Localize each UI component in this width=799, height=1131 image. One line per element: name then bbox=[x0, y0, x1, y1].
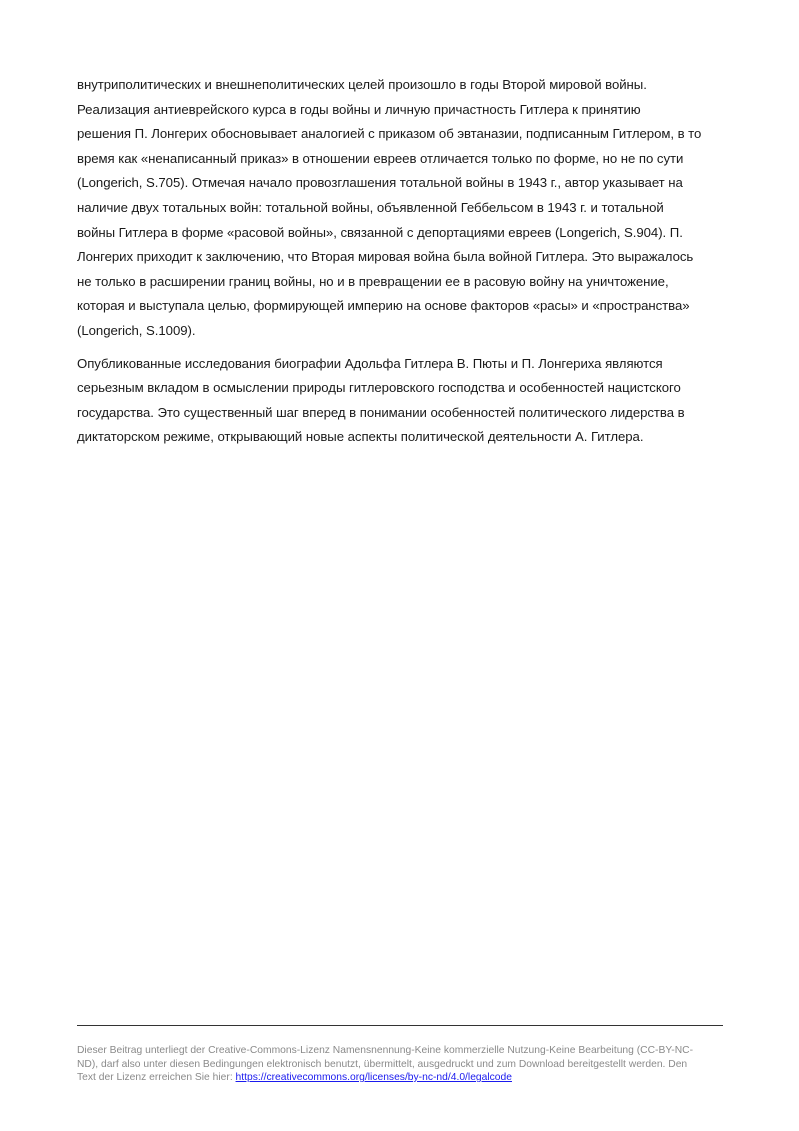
text-line: государства. Это существенный шаг вперед в понимании особенностей политического лидерства в bbox=[77, 404, 685, 420]
text-line: Реализация антиеврейского курса в годы войны и личную причастность Гитлера к принятию bbox=[77, 101, 641, 117]
paragraph-1 bbox=[77, 73, 723, 344]
text-line: время как «ненаписанный приказ» в отношении евреев отличается только по форме, но не по сути bbox=[77, 150, 684, 166]
license-footer bbox=[77, 1044, 723, 1085]
text-line: которая и выступала целью, формирующей империю на основе факторов «расы» и «пространства» bbox=[77, 298, 690, 314]
license-prefix: Text der Lizenz erreichen Sie hier: bbox=[77, 1072, 236, 1083]
text-line: не только в расширении границ войны, но и в превращении ее в расовую войну на уничтожение, bbox=[77, 273, 669, 289]
text-line: Опубликованные исследования биографии Адольфа Гитлера В. Пюты и П. Лонгериха являются bbox=[77, 355, 663, 371]
text-line: наличие двух тотальных войн: тотальной войны, объявленной Геббельсом в 1943 г. и тотальной bbox=[77, 199, 664, 215]
footer-divider bbox=[77, 1025, 723, 1026]
license-text-line: Dieser Beitrag unterliegt der Creative-Commons-Lizenz Namensnennung-Keine kommerzielle Nutzung-Keine Bearbeitung (CC-BY-NC- bbox=[77, 1045, 693, 1056]
text-line: войны Гитлера в форме «расовой войны», связанной с депортациями евреев (Longerich, S.904). П. bbox=[77, 224, 683, 240]
text-line: диктаторском режиме, открывающий новые аспекты политической деятельности А. Гитлера. bbox=[77, 429, 644, 445]
text-line: серьезным вкладом в осмыслении природы гитлеровского господства и особенностей нацистского bbox=[77, 380, 681, 396]
text-line: внутриполитических и внешнеполитических целей произошло в годы Второй мировой войны. bbox=[77, 77, 647, 92]
text-line: Лонгерих приходит к заключению, что Вторая мировая война была войной Гитлера. Это выражалось bbox=[77, 249, 694, 265]
text-line: (Longerich, S.1009). bbox=[77, 322, 196, 338]
license-text-line: ND), darf also unter diesen Bedingungen elektronisch benutzt, übermittelt, ausgedruckt und zum Download bereitgestellt werden. Den bbox=[77, 1058, 688, 1070]
license-link[interactable]: https://creativecommons.org/licenses/by-nc-nd/4.0/legalcode bbox=[235, 1072, 512, 1083]
text-line: решения П. Лонгерих обосновывает аналогией с приказом об эвтаназии, подписанным Гитлером, в то bbox=[77, 126, 702, 142]
license-text-line bbox=[77, 1071, 723, 1085]
text-line: (Longerich, S.705). Отмечая начало провозглашения тотальной войны в 1943 г., автор указывает на bbox=[77, 175, 683, 191]
paragraph-2 bbox=[77, 352, 723, 450]
article-body bbox=[77, 73, 723, 458]
